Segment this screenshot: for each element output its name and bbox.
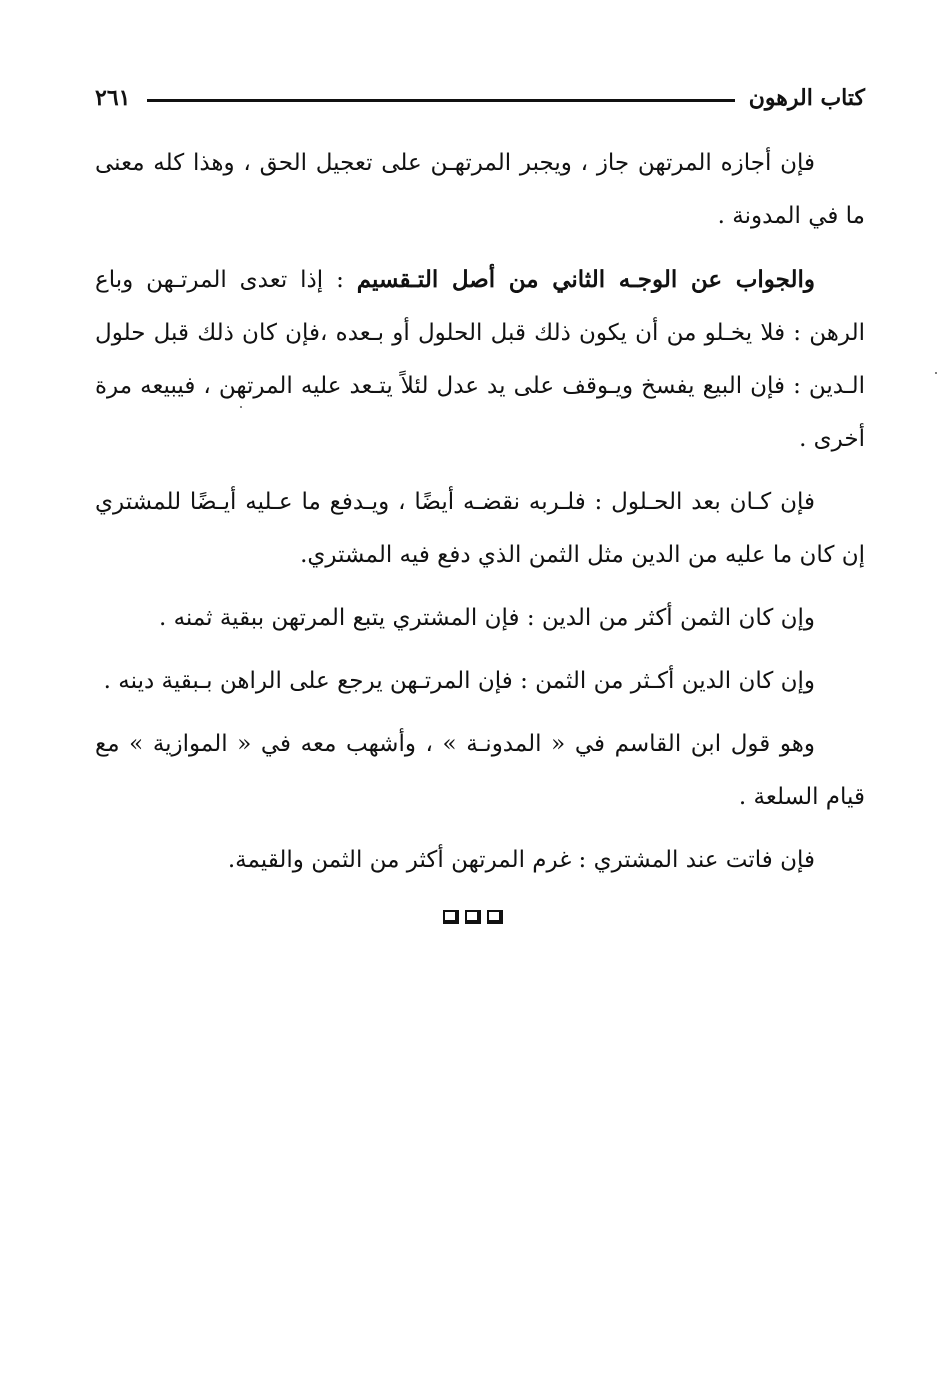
paragraph-7 (95, 834, 865, 887)
paragraph-6 (95, 718, 865, 824)
paragraph-2 (95, 253, 865, 466)
paragraph-lead-bold: والجواب عن الوجـه الثاني من أصل التـقسيم (356, 266, 815, 293)
paragraph-text: فإن فاتت عند المشتري : غرم المرتهن أكثر من الثمن والقيمة. (227, 847, 815, 873)
paragraph-5 (95, 655, 865, 708)
paragraph-1 (95, 137, 865, 243)
page-body (95, 137, 865, 897)
running-header (95, 82, 865, 118)
ornament-box-icon (487, 910, 503, 924)
paragraph-text: فإن أجازه المرتهن جاز ، ويجبر المرتهـن على تعجيل الحق ، وهذا كله معنى ما في المدونة . (95, 150, 865, 229)
paragraph-text: : إذا تعدى المرتـهن وباع الرهن : فلا يخـلو من أن يكون ذلك قبل الحلول أو بـعده ،فإن كان ذلك قبل حلول الـدين : فإن البيع يفسخ ويـوقف على يد عدل لئلاً يتـعد عليه المرتهن ، فيبيعه مرة أخرى . (95, 267, 865, 452)
paragraph-text: وإن كان الثمن أكثر من الدين : فإن المشتري يتبع المرتهن ببقية ثمنه . (158, 605, 815, 631)
paragraph-4 (95, 592, 865, 645)
page-number: ٢٦١ (95, 85, 131, 111)
paragraph-3 (95, 476, 865, 582)
header-rule (147, 99, 735, 102)
scan-speck (240, 406, 242, 408)
ornament-box-icon (465, 910, 481, 924)
header-title: كتاب الرهون (748, 85, 865, 111)
paragraph-text: وإن كان الدين أكـثر من الثمن : فإن المرتـهن يرجع على الراهن بـبقية دينه . (103, 668, 815, 694)
paragraph-text: فإن كـان بعد الحـلول : فلـربه نقضـه أيضًا ، ويـدفع ما عـليه أيـضًا للمشتري إن كان ما عليه من الدين مثل الثمن الذي دفع فيه المشتري. (95, 489, 865, 568)
scan-speck (935, 372, 937, 374)
ornament-box-icon (443, 910, 459, 924)
three-box-end-mark-icon (443, 910, 511, 928)
paragraph-text: وهو قول ابن القاسم في « المدونـة » ، وأشهب معه في « الموازية » مع قيام السلعة . (95, 731, 865, 810)
